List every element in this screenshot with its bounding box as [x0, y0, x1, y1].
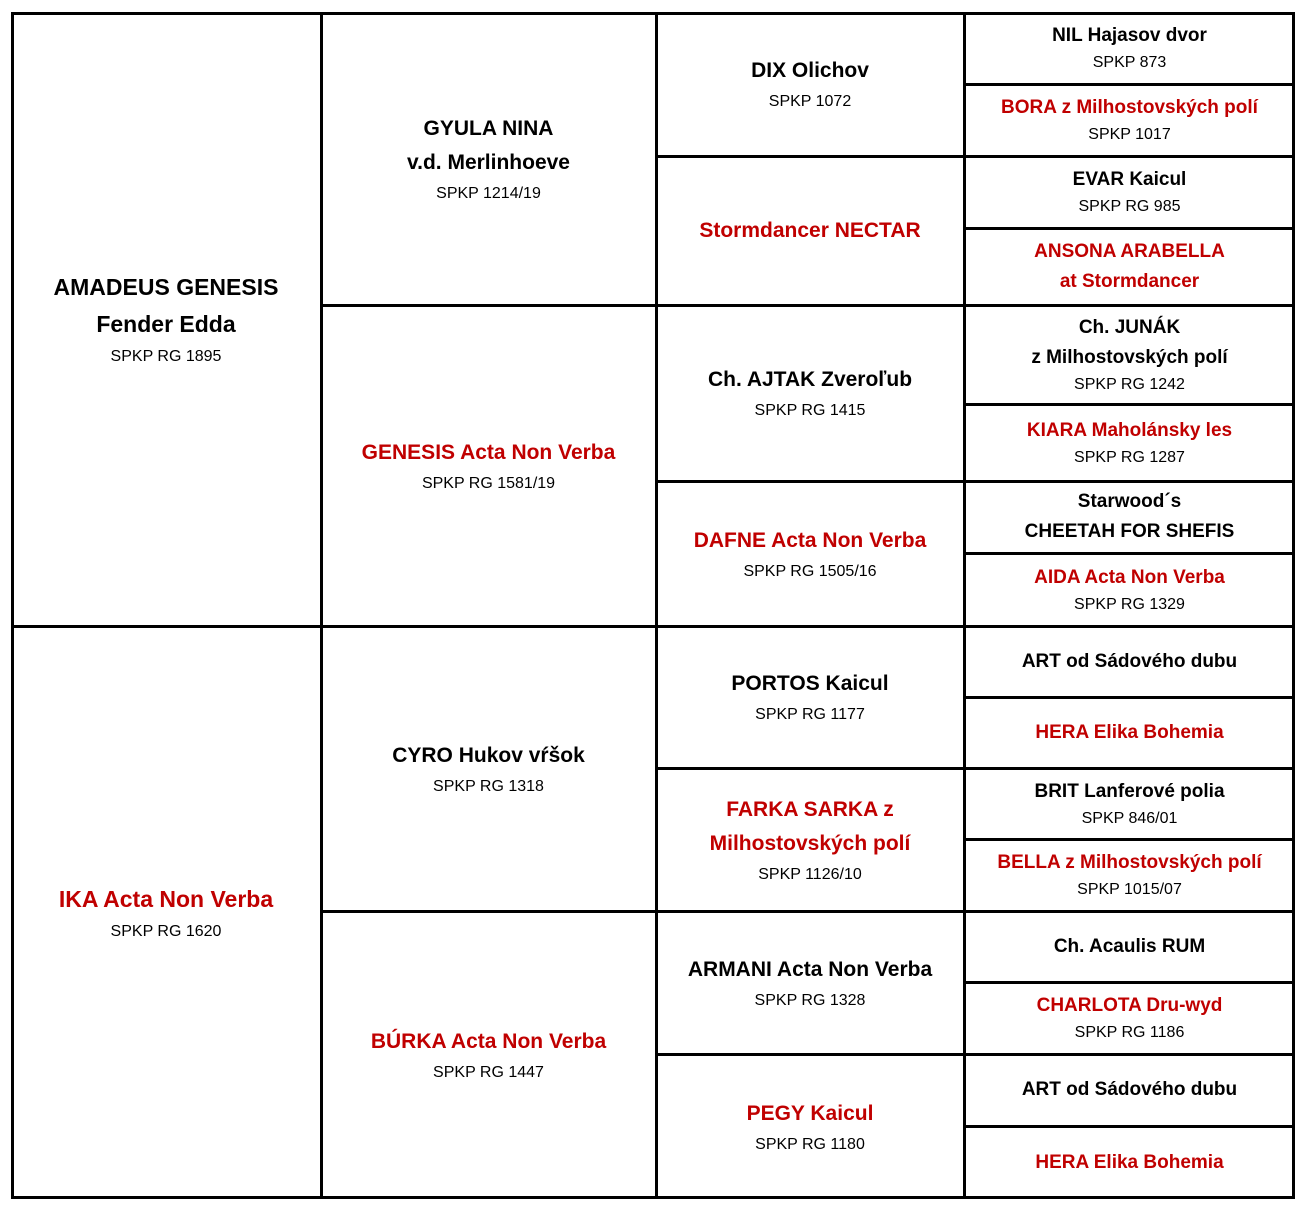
dog-name: CHEETAH FOR SHEFIS [1024, 521, 1235, 542]
registration-number: SPKP 1017 [1088, 126, 1171, 143]
dog-name: Ch. Acaulis RUM [1053, 935, 1206, 957]
dog-name: Fender Edda [96, 311, 236, 337]
registration-number: SPKP RG 1895 [110, 348, 222, 365]
dog-name: Starwood´s [1077, 491, 1182, 512]
dog-name: BÚRKA Acta Non Verba [370, 1030, 607, 1053]
dog-name: PEGY Kaicul [746, 1101, 874, 1125]
dog-name: Ch. AJTAK Zveroľub [707, 368, 913, 391]
dog-name: EVAR Kaicul [1072, 169, 1187, 190]
dog-name: IKA Acta Non Verba [58, 886, 274, 912]
dog-name: at Stormdancer [1059, 270, 1200, 292]
dog-name: DAFNE Acta Non Verba [693, 528, 927, 552]
registration-number: SPKP RG 1415 [754, 402, 866, 419]
registration-number: SPKP RG 1186 [1074, 1024, 1185, 1041]
registration-number: SPKP RG 1447 [433, 1064, 544, 1081]
dog-name: ARMANI Acta Non Verba [687, 957, 933, 981]
registration-number: SPKP RG 1180 [755, 1135, 865, 1153]
dog-name: AIDA Acta Non Verba [1034, 566, 1225, 588]
pedigree-cell-sire-sire-dam [656, 156, 964, 305]
pedigree-cell-dam-sire-dam [656, 768, 964, 911]
dog-name: FARKA SARKA z [726, 797, 894, 821]
dog-name: KIARA Maholánsky les [1026, 419, 1233, 441]
registration-number: SPKP 1015/07 [1077, 881, 1182, 898]
pedigree-cell-dam-dam-sire-sire [964, 911, 1295, 982]
pedigree-cell-dam-dam-sire-dam [964, 982, 1295, 1054]
dog-name: Milhostovských polí [709, 831, 911, 855]
pedigree-cell-sire [11, 12, 321, 626]
pedigree-cell-dam-sire-sire [656, 626, 964, 768]
pedigree-cell-sire-dam-sire-sire [964, 305, 1295, 404]
pedigree-cell-sire-sire-dam-dam [964, 228, 1295, 305]
dog-name: Ch. JUNÁK [1078, 316, 1181, 338]
dog-name: AMADEUS GENESIS [53, 274, 279, 300]
dog-name: ANSONA ARABELLA [1034, 240, 1225, 262]
pedigree-cell-dam-dam [321, 911, 656, 1199]
dog-name: GENESIS Acta Non Verba [361, 440, 616, 464]
pedigree-cell-sire-dam-dam [656, 481, 964, 626]
pedigree-cell-dam-dam-dam-sire [964, 1054, 1295, 1126]
dog-name: ART od Sádového dubu [1021, 1079, 1238, 1100]
pedigree-cell-sire-sire-dam-sire [964, 156, 1295, 228]
pedigree-cell-sire-sire-sire-sire [964, 12, 1295, 84]
pedigree-cell-sire-sire-sire-dam [964, 84, 1295, 156]
dog-name: CHARLOTA Dru-wyd [1036, 995, 1223, 1016]
pedigree-cell-dam-dam-dam-dam [964, 1126, 1295, 1199]
registration-number: SPKP 1126/10 [758, 865, 862, 883]
dog-name: GYULA NINA [423, 116, 554, 140]
registration-number: SPKP RG 1318 [433, 777, 544, 795]
pedigree-cell-dam-sire [321, 626, 656, 911]
dog-name: NIL Hajasov dvor [1052, 25, 1207, 46]
pedigree-cell-dam [11, 626, 321, 1199]
registration-number: SPKP RG 1242 [1074, 375, 1185, 393]
dog-name: DIX Olichov [751, 59, 869, 82]
registration-number: SPKP RG 1177 [755, 706, 865, 723]
dog-name: BELLA z Milhostovských polí [997, 852, 1262, 873]
pedigree-cell-sire-sire [321, 12, 656, 305]
registration-number: SPKP 1072 [768, 93, 852, 110]
pedigree-cell-dam-dam-sire [656, 911, 964, 1054]
registration-number: SPKP RG 1581/19 [421, 474, 556, 492]
dog-name: CYRO Hukov vŕšok [392, 743, 585, 767]
pedigree-cell-dam-sire-sire-sire [964, 626, 1295, 697]
dog-name: v.d. Merlinhoeve [407, 150, 570, 174]
registration-number: SPKP 846/01 [1081, 809, 1178, 827]
dog-name: z Milhostovských polí [1031, 346, 1228, 368]
pedigree-cell-sire-dam-sire-dam [964, 404, 1295, 481]
registration-number: SPKP RG 1328 [754, 991, 866, 1009]
pedigree-cell-dam-sire-dam-dam [964, 839, 1295, 911]
pedigree-cell-sire-dam-dam-dam [964, 553, 1295, 626]
registration-number: SPKP 1214/19 [436, 184, 541, 202]
registration-number: SPKP RG 1505/16 [743, 562, 877, 580]
dog-name: HERA Elika Bohemia [1035, 1151, 1224, 1173]
dog-name: BRIT Lanferové polia [1034, 780, 1225, 802]
registration-number: SPKP RG 1287 [1074, 448, 1185, 466]
registration-number: SPKP RG 1620 [110, 923, 222, 940]
dog-name: ART od Sádového dubu [1021, 650, 1238, 672]
pedigree-cell-sire-sire-sire [656, 12, 964, 156]
dog-name: HERA Elika Bohemia [1035, 721, 1224, 743]
pedigree-cell-sire-dam-dam-sire [964, 481, 1295, 553]
registration-number: SPKP 873 [1092, 54, 1167, 71]
dog-name: Stormdancer NECTAR [699, 218, 921, 242]
dog-name: BORA z Milhostovských polí [1001, 97, 1258, 118]
registration-number: SPKP RG 985 [1078, 198, 1181, 215]
pedigree-cell-dam-sire-dam-sire [964, 768, 1295, 839]
dog-name: PORTOS Kaicul [731, 672, 889, 695]
registration-number: SPKP RG 1329 [1074, 595, 1185, 613]
pedigree-cell-sire-dam-sire [656, 305, 964, 481]
pedigree-cell-dam-dam-dam [656, 1054, 964, 1199]
pedigree-cell-dam-sire-sire-dam [964, 697, 1295, 768]
pedigree-cell-sire-dam [321, 305, 656, 626]
